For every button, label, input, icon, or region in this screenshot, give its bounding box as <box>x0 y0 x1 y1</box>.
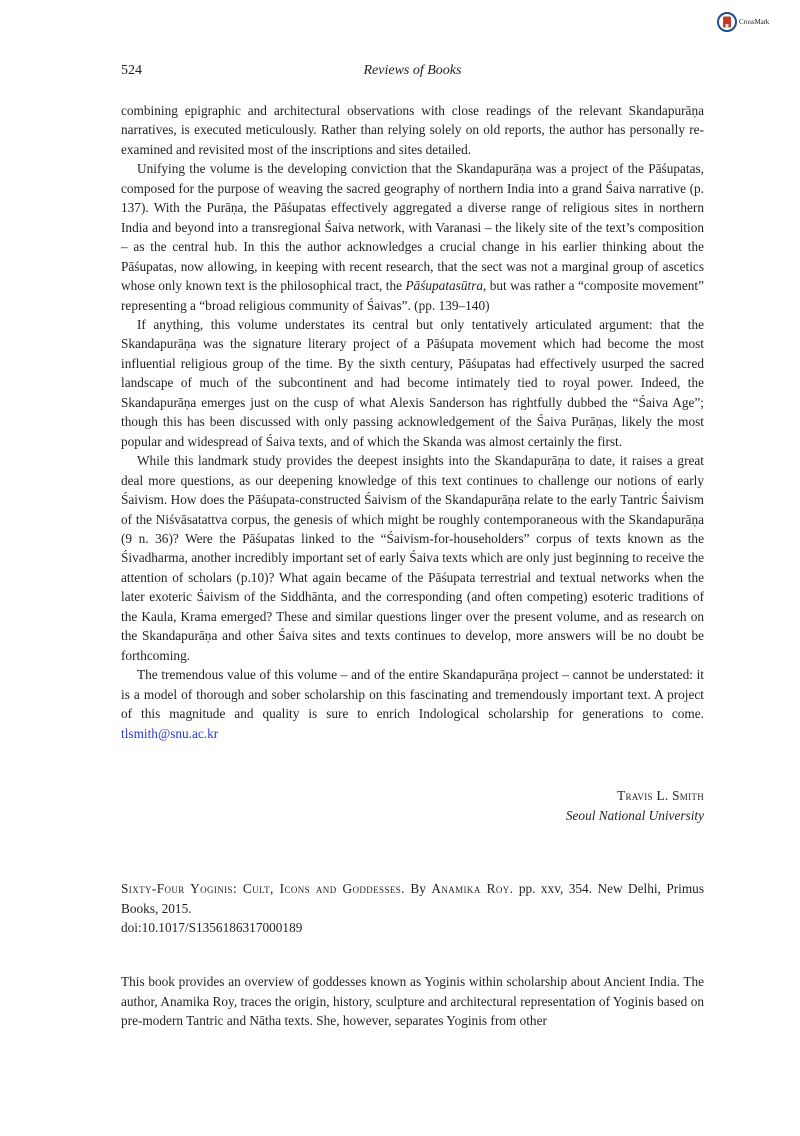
review-body <box>121 101 704 743</box>
book-details: pp. xxv, 354. New Delhi, Primus Books, 2015. <box>121 881 705 916</box>
paragraph: This book provides an overview of goddesses known as Yoginis within scholarship about Ancient India. The author, Anamika Roy, traces the origin, history, sculpture and architectural representation of Yoginis based on pre-modern Tantric and Nātha texts. She, however, separates Yoginis from other <box>121 974 704 1028</box>
paragraph: While this landmark study provides the deepest insights into the Skandapurāṇa to date, it raises a great deal more questions, as our deepening knowledge of this text continues to challenge our notions of early Śaivism. How does the Pāśupata-constructed Śaivism of the Skandapurāṇa relate to the early Tantric Śaivism of the Niśvāsatattva corpus, the genesis of which might be roughly contemporaneous with the Skandapurāṇa (9 n. 36)? Were the Pāśupatas linked to the “Śaivism-for-householders” corpus of texts known as the Śivadharma, another incredibly important set of early Śaiva texts which are only just beginning to receive the attention of scholars (p.10)? What again became of the Pāśupata terrestrial and textual networks when the later exoteric Śaivism of the Siddhānta, and the corresponding (and often competing) esoteric traditions of the Kaula, Krama emerged? These and similar questions linger over the present volume, and as research on the Skandapurāṇa and other Śaiva sites and texts continues to develop, more answers will be no doubt be forthcoming. <box>121 453 704 663</box>
crossmark-label: CrossMark <box>739 18 770 26</box>
reviewer-name: Travis L. Smith <box>617 788 704 803</box>
review2-body <box>121 972 704 1031</box>
book-citation <box>121 879 704 938</box>
paragraph: If anything, this volume understates its central but only tentatively articulated argument: that the Skandapurāṇa was the signature literary project of a Pāśupata movement which had become the most influential religious group of the time. By the sixth century, Pāśupatas had effectively usurped the sacred landscape of much of the subcontinent and had become intimately tied to royal power. Indeed, the Skandapurāṇa emerges just on the cusp of what Alexis Sanderson has rightfully dubbed the “Śaiva Age”; though this has been discussed with only passing acknowledgement of the Śaiva Purāṇas, likely the most popular and widespread of Śaiva texts, and of which the Skanda was almost certainly the first. <box>121 316 704 449</box>
paragraph-text: The tremendous value of this volume – and of the entire Skandapurāṇa project – cannot be understated: it is a model of thorough and sober scholarship on this fascinating and tremendously important text. A project of this magnitude and quality is sure to enrich Indological scholarship for generations to come. <box>121 667 704 722</box>
paragraph <box>121 665 704 743</box>
paragraph-text: , but was rather a “composite movement” representing a “broad religious community of Śaivas”. (pp. 139–140) <box>121 278 704 313</box>
italic-title: Pāśupatasūtra <box>405 278 484 294</box>
by-label: By <box>410 881 426 896</box>
reviewer-affiliation: Seoul National University <box>565 807 704 823</box>
paragraph <box>121 159 704 315</box>
running-head <box>121 63 704 83</box>
paragraph-text: Unifying the volume is the developing conviction that the Skandapurāṇa was a project of the Pāśupatas, composed for the purpose of weaving the sacred geography of northern India into a grand Śaiva narrative (p. 137). With the Purāṇa, the Pāśupatas effectively aggregated a diverse range of religious sites in northern India and beyond into a transregional Śaiva network, with Varanasi – the likely site of the text’s composition – as the central hub. In this the author acknowledges a crucial change in his earlier thinking about the Pāśupatas, now allowing, in keeping with recent research, that the sect was not a marginal group of ascetics whose only known text is the philosophical tract, the <box>121 161 704 294</box>
book-author: Anamika Roy. <box>431 881 514 896</box>
crossmark-icon <box>717 12 737 32</box>
book-title: Sixty-Four Yoginis: Cult, Icons and Goddesses. <box>121 881 405 896</box>
reviewer-signature <box>566 786 704 825</box>
journal-title: Reviews of Books <box>363 63 462 78</box>
crossmark-badge[interactable] <box>717 12 769 32</box>
page-number: 524 <box>121 63 142 78</box>
paragraph-continuation: combining epigraphic and architectural observations with close readings of the relevant Skandapurāṇa narratives, is executed meticulously. Rather than relying solely on old reports, the author has personally re-examined and revisited most of the inscriptions and sites detailed. <box>121 103 704 157</box>
doi: doi:10.1017/S1356186317000189 <box>121 920 303 935</box>
email-link[interactable]: tlsmith@snu.ac.kr <box>121 725 219 741</box>
